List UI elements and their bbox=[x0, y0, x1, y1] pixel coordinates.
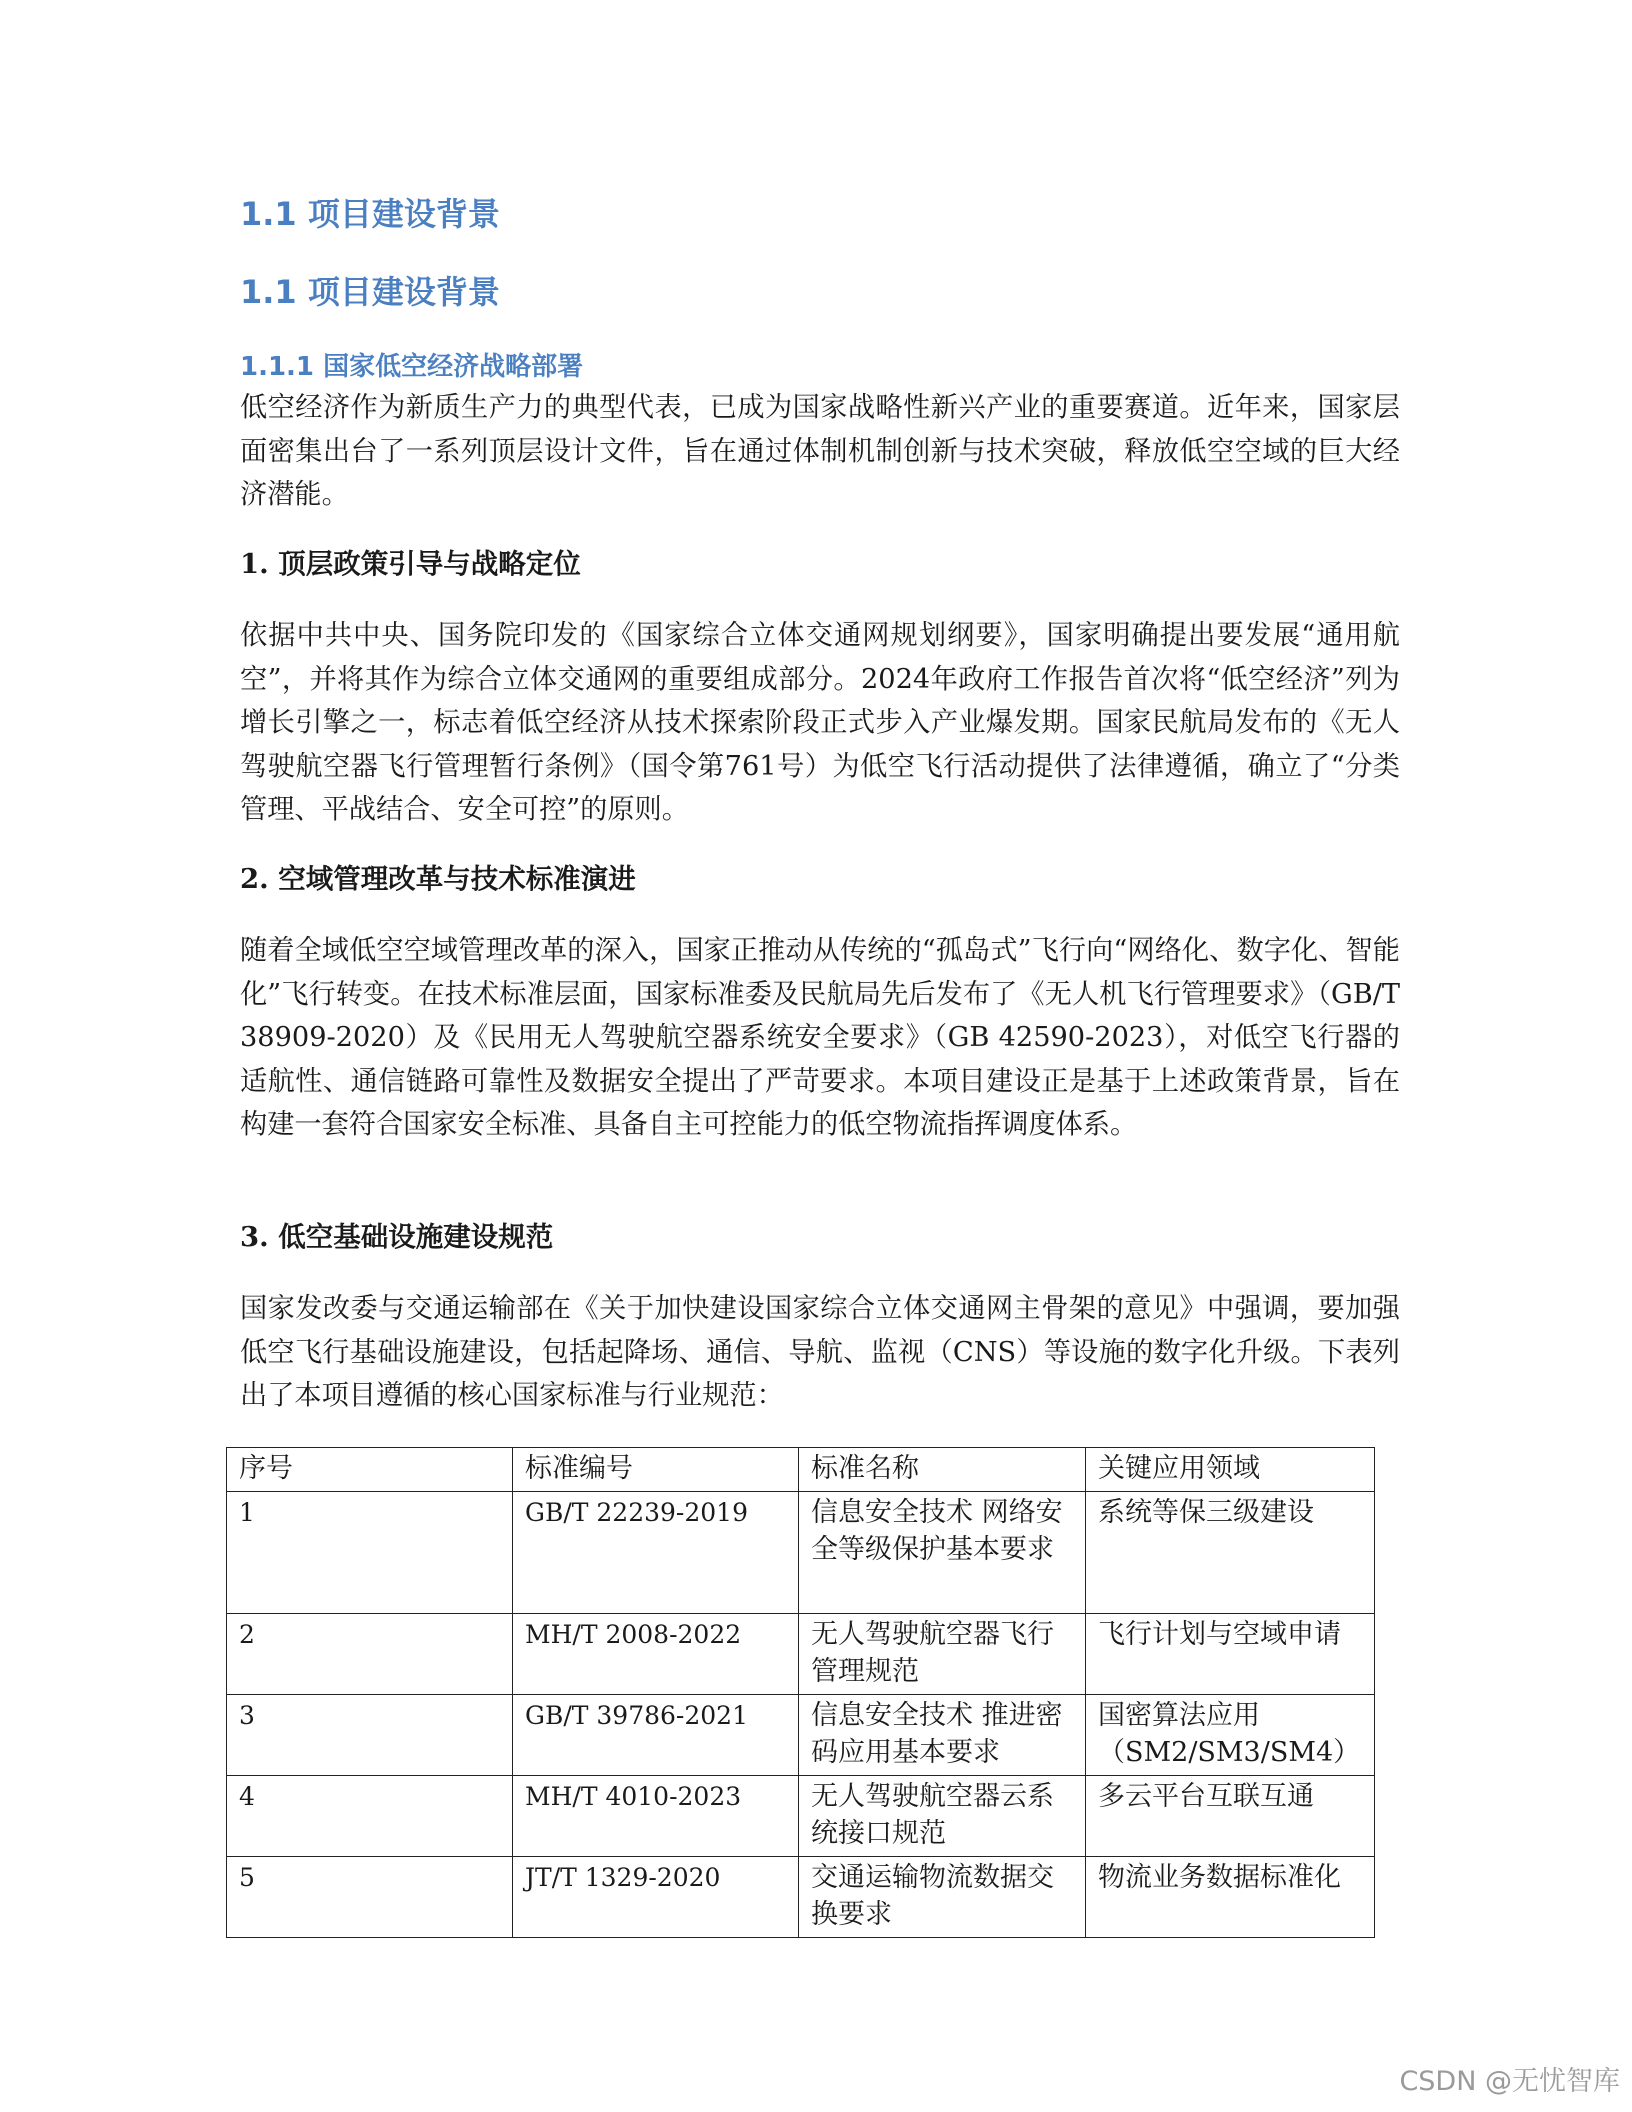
header-seq: 序号 bbox=[227, 1448, 513, 1492]
cell-domain: 国密算法应用（SM2/SM3/SM4） bbox=[1086, 1695, 1375, 1776]
header-code: 标准编号 bbox=[513, 1448, 799, 1492]
table-row bbox=[227, 1857, 1375, 1938]
cell-name: 无人驾驶航空器云系统接口规范 bbox=[799, 1776, 1086, 1857]
section-body-airspace: 随着全域低空空域管理改革的深入，国家正推动从传统的“孤岛式”飞行向“网络化、数字化、智能化”飞行转变。在技术标准层面，国家标准委及民航局先后发布了《无人机飞行管理要求》（GB/T 38909-2020）及《民用无人驾驶航空器系统安全要求》（GB 42590-2023），对低空飞行器的适航性、通信链路可靠性及数据安全提出了严苛要求。本项目建设正是基于上述政策背景，旨在构建一套符合国家安全标准、具备自主可控能力的低空物流指挥调度体系。 bbox=[240, 935, 1400, 1140]
cell-seq: 4 bbox=[227, 1776, 513, 1857]
cell-code: GB/T 22239-2019 bbox=[513, 1492, 799, 1614]
section-body-policy: 依据中共中央、国务院印发的《国家综合立体交通网规划纲要》，国家明确提出要发展“通用航空”，并将其作为综合立体交通网的重要组成部分。2024年政府工作报告首次将“低空经济”列为增长引擎之一，标志着低空经济从技术探索阶段正式步入产业爆发期。国家民航局发布的《无人驾驶航空器飞行管理暂行条例》（国令第761号）为低空飞行活动提供了法律遵循，确立了“分类管理、平战结合、安全可控”的原则。 bbox=[240, 620, 1400, 825]
table-row bbox=[227, 1695, 1375, 1776]
cell-domain: 系统等保三级建设 bbox=[1086, 1492, 1375, 1614]
cell-seq: 5 bbox=[227, 1857, 513, 1938]
section-title-infrastructure: 3. 低空基础设施建设规范 bbox=[240, 1221, 554, 1253]
cell-name: 信息安全技术 推进密码应用基本要求 bbox=[799, 1695, 1086, 1776]
cell-name: 信息安全技术 网络安全等级保护基本要求 bbox=[799, 1492, 1086, 1614]
intro-paragraph: 低空经济作为新质生产力的典型代表，已成为国家战略性新兴产业的重要赛道。近年来，国家层面密集出台了一系列顶层设计文件，旨在通过体制机制创新与技术突破，释放低空空域的巨大经济潜能。 bbox=[240, 392, 1400, 510]
subsection-heading-1-1-1: 1.1.1 国家低空经济战略部署 bbox=[240, 352, 584, 382]
cell-name: 无人驾驶航空器飞行管理规范 bbox=[799, 1614, 1086, 1695]
cell-code: MH/T 2008-2022 bbox=[513, 1614, 799, 1695]
cell-code: GB/T 39786-2021 bbox=[513, 1695, 799, 1776]
header-name: 标准名称 bbox=[799, 1448, 1086, 1492]
cell-code: JT/T 1329-2020 bbox=[513, 1857, 799, 1938]
cell-code: MH/T 4010-2023 bbox=[513, 1776, 799, 1857]
cell-domain: 飞行计划与空域申请 bbox=[1086, 1614, 1375, 1695]
cell-seq: 1 bbox=[227, 1492, 513, 1614]
table-row bbox=[227, 1492, 1375, 1614]
section-heading-1-1-repeat: 1.1 项目建设背景 bbox=[240, 273, 500, 311]
section-title-policy: 1. 顶层政策引导与战略定位 bbox=[240, 548, 581, 580]
standards-table bbox=[226, 1447, 1375, 1938]
table-row bbox=[227, 1614, 1375, 1695]
cell-name: 交通运输物流数据交换要求 bbox=[799, 1857, 1086, 1938]
cell-domain: 物流业务数据标准化 bbox=[1086, 1857, 1375, 1938]
cell-seq: 3 bbox=[227, 1695, 513, 1776]
cell-domain: 多云平台互联互通 bbox=[1086, 1776, 1375, 1857]
section-body-infrastructure: 国家发改委与交通运输部在《关于加快建设国家综合立体交通网主骨架的意见》中强调，要加强低空飞行基础设施建设，包括起降场、通信、导航、监视（CNS）等设施的数字化升级。下表列出了本项目遵循的核心国家标准与行业规范： bbox=[240, 1293, 1400, 1411]
section-heading-1-1: 1.1 项目建设背景 bbox=[240, 195, 500, 233]
watermark: CSDN @无忧智库 bbox=[1399, 2066, 1620, 2097]
table-header-row bbox=[227, 1448, 1375, 1492]
section-title-airspace: 2. 空域管理改革与技术标准演进 bbox=[240, 863, 636, 895]
table-row bbox=[227, 1776, 1375, 1857]
header-domain: 关键应用领域 bbox=[1086, 1448, 1375, 1492]
cell-seq: 2 bbox=[227, 1614, 513, 1695]
